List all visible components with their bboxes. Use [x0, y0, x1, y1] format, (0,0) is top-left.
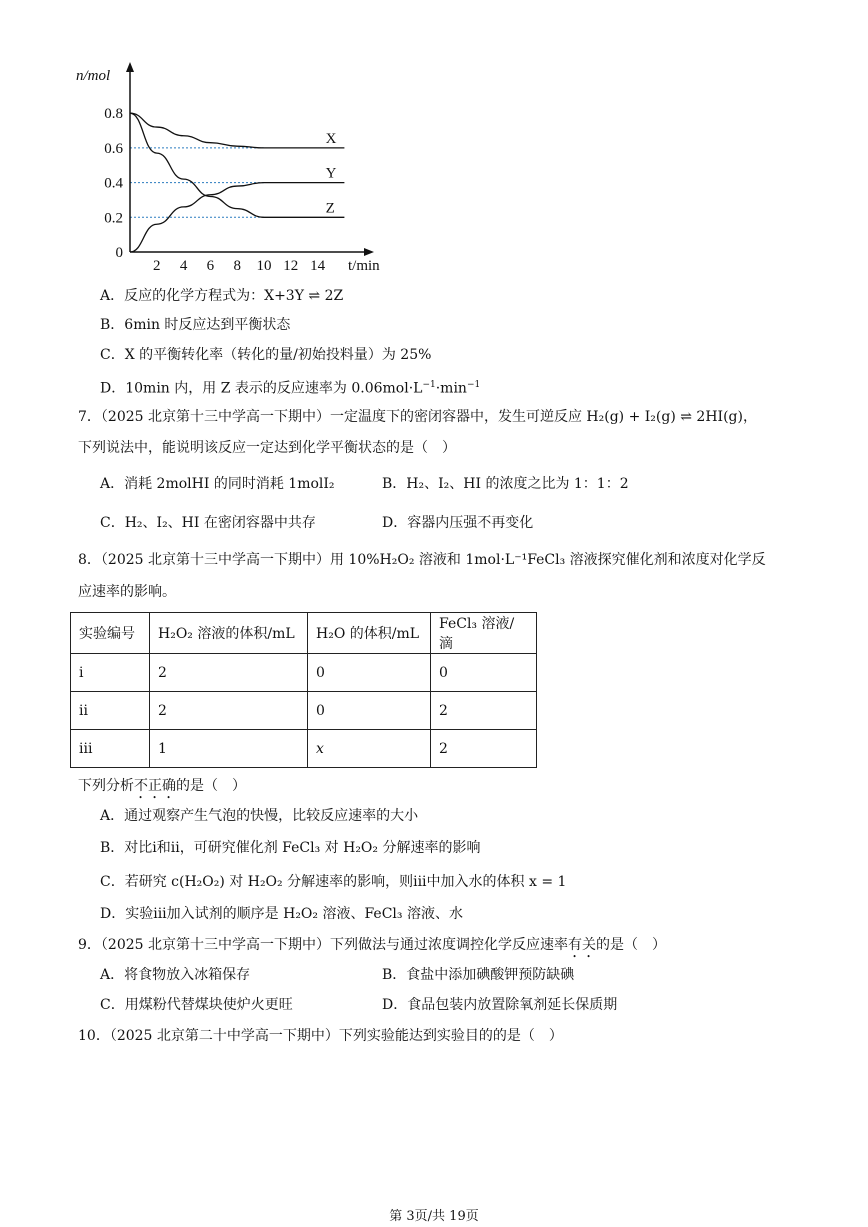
table-cell: ii — [71, 692, 150, 730]
q9-option-c: C．用煤粉代替煤块使炉火更旺 — [100, 997, 293, 1013]
x-axis-label: t/min — [348, 258, 380, 274]
y-tick-label: 0.6 — [104, 140, 123, 157]
q7-option-b: B．H₂、I₂、HI 的浓度之比为 1：1：2 — [382, 476, 629, 492]
x-tick-label: 6 — [206, 258, 215, 274]
table-cell: iii — [71, 730, 150, 768]
q7-stem-line2: 下列说法中，能说明该反应一定达到化学平衡状态的是（ ） — [78, 440, 456, 456]
table-cell: 0 — [308, 654, 431, 692]
q6-option-a: A．反应的化学方程式为：X+3Y ⇌ 2Z — [100, 288, 344, 304]
q9-stem-pre: 9．（2025 北京第十三中学高一下期中）下列做法与通过浓度调控化学反应速率 — [78, 937, 568, 953]
table-header-row — [71, 613, 537, 654]
series-Y-line — [130, 113, 344, 217]
x-ticks — [153, 258, 326, 274]
q7-option-d: D．容器内压强不再变化 — [382, 515, 534, 531]
experiment-table — [70, 612, 537, 768]
q10-stem: 10．（2025 北京第二十中学高一下期中）下列实验能达到实验目的的是（ ） — [78, 1028, 563, 1044]
table-cell: 2 — [150, 692, 308, 730]
table-row — [71, 692, 537, 730]
table-header-cell: H₂O 的体积/mL — [308, 613, 431, 654]
table-cell: 2 — [150, 654, 308, 692]
q8-option-a: A．通过观察产生气泡的快慢，比较反应速率的大小 — [100, 808, 419, 824]
q8-ask — [78, 776, 246, 802]
q7-stem-line1: 7．（2025 北京第十三中学高一下期中）一定温度下的密闭容器中，发生可逆反应 H₂(g) + I₂(g) ⇌ 2HI(g)， — [78, 409, 757, 425]
q8-ask-pre: 下列分析 — [78, 778, 134, 794]
q6-option-c: C．X 的平衡转化率（转化的量/初始投料量）为 25% — [100, 347, 432, 363]
y-tick-label: 0.2 — [104, 210, 123, 227]
curve-label-Y: Y — [325, 165, 337, 182]
table-header-cell: FeCl₃ 溶液/滴 — [431, 613, 537, 654]
q8-option-c: C．若研究 c(H₂O₂) 对 H₂O₂ 分解速率的影响，则iii中加入水的体积 x = 1 — [100, 874, 567, 890]
table-cell: i — [71, 654, 150, 692]
table-cell: 2 — [431, 730, 537, 768]
y-tick-label: 0.8 — [104, 106, 123, 123]
n-t-chart — [74, 58, 394, 276]
q8-option-d: D．实验iii加入试剂的顺序是 H₂O₂ 溶液、FeCl₃ 溶液、水 — [100, 906, 463, 922]
table-cell: 0 — [308, 692, 431, 730]
y-axis-label: n/mol — [76, 68, 111, 84]
table-header-cell: H₂O₂ 溶液的体积/mL — [150, 613, 308, 654]
q8-option-b: B．对比i和ii，可研究催化剂 FeCl₃ 对 H₂O₂ 分解速率的影响 — [100, 840, 481, 856]
y-tick-label: 0 — [115, 245, 123, 261]
x-tick-label: 2 — [153, 258, 161, 274]
q6-d-sup2: −1 — [466, 380, 481, 390]
q8-ask-emphasis: 不正确 — [134, 778, 176, 794]
q9-option-d: D．食品包装内放置除氧剂延长保质期 — [382, 997, 618, 1013]
equilibrium-guide-lines — [130, 148, 264, 217]
table-row — [71, 654, 537, 692]
x-tick-label: 14 — [310, 258, 326, 274]
y-tick-label: 0.4 — [104, 175, 123, 192]
q9-stem — [78, 935, 666, 961]
curve-labels — [326, 131, 337, 216]
q7-option-c: C．H₂、I₂、HI 在密闭容器中共存 — [100, 515, 316, 531]
q6-option-b: B．6min 时反应达到平衡状态 — [100, 317, 291, 333]
q6-d-mid: ·min — [435, 380, 467, 397]
q6-option-d — [100, 375, 480, 399]
table-header-cell: 实验编号 — [71, 613, 150, 654]
q8-stem-line2: 应速率的影响。 — [78, 584, 176, 600]
table-cell: 2 — [431, 692, 537, 730]
q6-d-text: D．10min 内，用 Z 表示的反应速率为 0.06mol·L — [100, 380, 423, 397]
table-row — [71, 730, 537, 768]
curve-label-X: X — [325, 130, 337, 147]
q9-option-a: A．将食物放入冰箱保存 — [100, 967, 251, 983]
x-tick-label: 4 — [179, 258, 188, 274]
q6-d-sup1: −1 — [422, 380, 436, 390]
x-tick-label: 10 — [256, 258, 272, 274]
q9-stem-post: 的是（ ） — [595, 937, 666, 953]
x-tick-label: 8 — [233, 258, 241, 274]
q8-stem-line1: 8．（2025 北京第十三中学高一下期中）用 10%H₂O₂ 溶液和 1mol·L⁻¹FeCl₃ 溶液探究催化剂和浓度对化学反 — [78, 552, 766, 568]
q9-option-b: B．食盐中添加碘酸钾预防缺碘 — [382, 967, 575, 983]
series-X-line — [130, 113, 344, 148]
x-axis-arrow — [364, 248, 374, 256]
page-footer: 第 3页/共 19页 — [389, 1209, 479, 1224]
table-cell: 1 — [150, 730, 308, 768]
table-cell: x — [308, 730, 431, 768]
q7-option-a: A．消耗 2molHI 的同时消耗 1molI₂ — [100, 476, 335, 492]
x-tick-label: 12 — [283, 258, 299, 274]
q8-ask-post: 的是（ ） — [176, 778, 246, 794]
table-cell: 0 — [431, 654, 537, 692]
curve-label-Z: Z — [325, 200, 335, 217]
y-axis-arrow — [126, 62, 134, 72]
y-ticks — [104, 106, 123, 261]
q9-stem-emphasis: 有关 — [567, 937, 596, 953]
